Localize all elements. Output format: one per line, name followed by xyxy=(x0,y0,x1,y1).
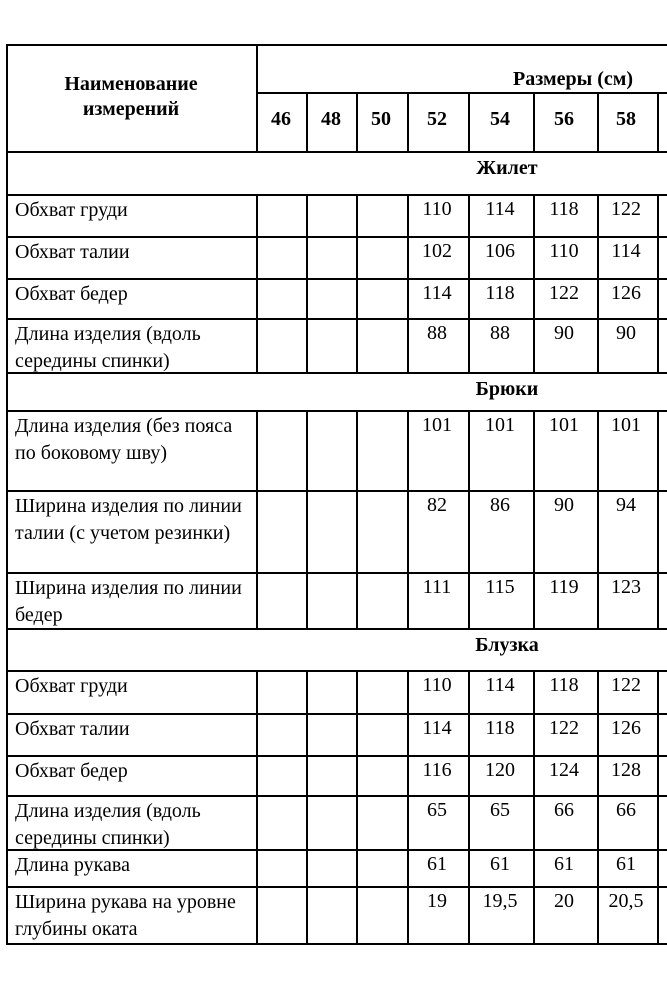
size-column-divider xyxy=(533,92,535,151)
measurement-value: 110 xyxy=(422,198,452,220)
name-column-header: Наименование измерений xyxy=(64,73,198,120)
cell-divider xyxy=(256,886,258,943)
measurement-label: Длина рукава xyxy=(15,854,130,876)
cell-divider xyxy=(356,755,358,795)
measurement-value: 126 xyxy=(611,717,641,739)
size-column-divider xyxy=(407,92,409,151)
measurement-value: 120 xyxy=(485,759,515,781)
cell-divider xyxy=(407,670,409,713)
cell-divider xyxy=(533,572,535,628)
cell-divider xyxy=(407,278,409,318)
measurement-value: 126 xyxy=(611,282,641,304)
measurement-value: 123 xyxy=(611,576,641,598)
measurement-value: 19,5 xyxy=(482,890,518,912)
measurement-value: 90 xyxy=(554,322,574,344)
size-column-divider xyxy=(468,92,470,151)
cell-divider xyxy=(306,795,308,849)
measurement-value: 118 xyxy=(549,198,579,220)
cell-divider xyxy=(306,886,308,943)
cell-divider xyxy=(306,670,308,713)
cell-divider xyxy=(597,849,599,886)
cell-divider xyxy=(533,670,535,713)
cell-divider xyxy=(597,572,599,628)
section-title: Брюки xyxy=(475,378,539,400)
cell-divider xyxy=(407,236,409,278)
cell-divider xyxy=(597,490,599,572)
cell-divider xyxy=(468,278,470,318)
cell-divider xyxy=(533,849,535,886)
measurement-value: 114 xyxy=(485,674,515,696)
measurement-value: 66 xyxy=(554,799,574,821)
cell-divider xyxy=(256,490,258,572)
cell-divider xyxy=(657,849,659,886)
measurement-value: 122 xyxy=(549,282,579,304)
sizes-header: Размеры (см) xyxy=(513,68,634,90)
measurement-value: 128 xyxy=(611,759,641,781)
cell-divider xyxy=(597,278,599,318)
cell-divider xyxy=(597,886,599,943)
size-label: 48 xyxy=(321,108,341,130)
measurement-value: 101 xyxy=(422,414,452,436)
cell-divider xyxy=(533,755,535,795)
size-label: 52 xyxy=(427,108,447,130)
measurement-value: 114 xyxy=(485,198,515,220)
cell-divider xyxy=(468,318,470,372)
measurement-label: Обхват талии xyxy=(15,241,130,263)
cell-divider xyxy=(407,490,409,572)
cell-divider xyxy=(356,236,358,278)
measurement-label: Длина изделия (вдоль середины спинки) xyxy=(15,323,201,372)
cell-divider xyxy=(597,194,599,236)
measurement-value: 111 xyxy=(422,576,452,598)
cell-divider xyxy=(407,318,409,372)
cell-divider xyxy=(468,849,470,886)
cell-divider xyxy=(256,194,258,236)
measurement-label: Длина изделия (без пояса по боковому шву) xyxy=(15,415,233,464)
cell-divider xyxy=(597,670,599,713)
measurement-label: Обхват бедер xyxy=(15,283,128,305)
section-title: Блузка xyxy=(475,634,539,656)
cell-divider xyxy=(597,713,599,755)
measurement-value: 61 xyxy=(554,853,574,875)
measurement-value: 90 xyxy=(554,494,574,516)
cell-divider xyxy=(256,278,258,318)
cell-divider xyxy=(306,572,308,628)
cell-divider xyxy=(256,670,258,713)
measurement-value: 118 xyxy=(485,282,515,304)
cell-divider xyxy=(597,755,599,795)
table-left-border xyxy=(6,44,8,943)
measurement-value: 86 xyxy=(490,494,510,516)
cell-divider xyxy=(597,318,599,372)
measurement-label: Ширина рукава на уровне глубины оката xyxy=(15,891,236,940)
measurement-label: Обхват груди xyxy=(15,199,128,221)
cell-divider xyxy=(657,886,659,943)
size-column-divider xyxy=(356,92,358,151)
cell-divider xyxy=(356,278,358,318)
cell-divider xyxy=(356,490,358,572)
cell-divider xyxy=(306,278,308,318)
size-label: 58 xyxy=(616,108,636,130)
cell-divider xyxy=(468,755,470,795)
measurement-label: Обхват талии xyxy=(15,718,130,740)
measurement-value: 94 xyxy=(616,494,636,516)
cell-divider xyxy=(657,194,659,236)
cell-divider xyxy=(657,278,659,318)
cell-divider xyxy=(468,410,470,490)
size-column-divider xyxy=(306,92,308,151)
cell-divider xyxy=(407,849,409,886)
cell-divider xyxy=(468,572,470,628)
measurement-label: Длина изделия (вдоль середины спинки) xyxy=(15,800,201,849)
measurement-value: 106 xyxy=(485,240,515,262)
size-label: 46 xyxy=(271,108,291,130)
measurement-value: 20,5 xyxy=(608,890,644,912)
measurement-value: 65 xyxy=(490,799,510,821)
measurement-value: 61 xyxy=(616,853,636,875)
measurement-value: 66 xyxy=(616,799,636,821)
size-label: 54 xyxy=(490,108,510,130)
cell-divider xyxy=(407,572,409,628)
measurement-value: 114 xyxy=(422,717,452,739)
cell-divider xyxy=(533,318,535,372)
cell-divider xyxy=(256,410,258,490)
cell-divider xyxy=(533,886,535,943)
cell-divider xyxy=(356,410,358,490)
sizes-header-divider xyxy=(256,92,667,94)
cell-divider xyxy=(407,194,409,236)
cell-divider xyxy=(356,670,358,713)
measurement-value: 101 xyxy=(549,414,579,436)
measurement-value: 114 xyxy=(611,240,641,262)
cell-divider xyxy=(597,236,599,278)
measurement-value: 19 xyxy=(427,890,447,912)
cell-divider xyxy=(306,194,308,236)
cell-divider xyxy=(306,849,308,886)
measurement-value: 61 xyxy=(490,853,510,875)
cell-divider xyxy=(657,490,659,572)
measurement-value: 90 xyxy=(616,322,636,344)
cell-divider xyxy=(407,886,409,943)
name-column-divider xyxy=(256,44,258,151)
cell-divider xyxy=(407,755,409,795)
cell-divider xyxy=(657,713,659,755)
cell-divider xyxy=(533,795,535,849)
measurement-value: 122 xyxy=(549,717,579,739)
cell-divider xyxy=(468,713,470,755)
cell-divider xyxy=(306,713,308,755)
cell-divider xyxy=(533,410,535,490)
cell-divider xyxy=(597,795,599,849)
measurement-value: 88 xyxy=(427,322,447,344)
cell-divider xyxy=(533,713,535,755)
cell-divider xyxy=(256,849,258,886)
cell-divider xyxy=(468,194,470,236)
cell-divider xyxy=(306,490,308,572)
cell-divider xyxy=(356,886,358,943)
header-bottom-border xyxy=(6,151,667,153)
measurement-label: Ширина изделия по линии талии (с учетом резинки) xyxy=(15,495,242,544)
measurement-value: 88 xyxy=(490,322,510,344)
cell-divider xyxy=(407,795,409,849)
row-border xyxy=(6,943,667,945)
cell-divider xyxy=(657,670,659,713)
cell-divider xyxy=(468,236,470,278)
measurement-label: Обхват груди xyxy=(15,675,128,697)
cell-divider xyxy=(533,194,535,236)
cell-divider xyxy=(657,318,659,372)
cell-divider xyxy=(657,236,659,278)
size-column-divider xyxy=(657,92,659,151)
cell-divider xyxy=(256,795,258,849)
cell-divider xyxy=(256,236,258,278)
size-label: 50 xyxy=(371,108,391,130)
measurement-value: 116 xyxy=(422,759,452,781)
measurement-value: 82 xyxy=(427,494,447,516)
cell-divider xyxy=(657,410,659,490)
cell-divider xyxy=(407,713,409,755)
measurement-value: 101 xyxy=(611,414,641,436)
measurement-value: 110 xyxy=(422,674,452,696)
section-title: Жилет xyxy=(476,157,538,179)
cell-divider xyxy=(306,236,308,278)
cell-divider xyxy=(356,713,358,755)
cell-divider xyxy=(407,410,409,490)
size-label: 56 xyxy=(554,108,574,130)
cell-divider xyxy=(256,318,258,372)
measurement-value: 118 xyxy=(549,674,579,696)
measurement-value: 65 xyxy=(427,799,447,821)
cell-divider xyxy=(306,410,308,490)
measurement-value: 124 xyxy=(549,759,579,781)
measurement-value: 115 xyxy=(485,576,515,598)
cell-divider xyxy=(657,795,659,849)
cell-divider xyxy=(256,755,258,795)
measurement-value: 122 xyxy=(611,198,641,220)
measurement-label: Ширина изделия по линии бедер xyxy=(15,577,242,626)
cell-divider xyxy=(356,194,358,236)
measurement-label: Обхват бедер xyxy=(15,760,128,782)
cell-divider xyxy=(306,755,308,795)
table-top-border xyxy=(6,44,667,46)
cell-divider xyxy=(597,410,599,490)
measurement-value: 61 xyxy=(427,853,447,875)
cell-divider xyxy=(657,572,659,628)
measurement-value: 114 xyxy=(422,282,452,304)
measurement-value: 102 xyxy=(422,240,452,262)
cell-divider xyxy=(468,886,470,943)
cell-divider xyxy=(533,278,535,318)
cell-divider xyxy=(356,849,358,886)
size-column-divider xyxy=(597,92,599,151)
cell-divider xyxy=(468,490,470,572)
measurement-value: 101 xyxy=(485,414,515,436)
cell-divider xyxy=(468,670,470,713)
measurement-value: 110 xyxy=(549,240,579,262)
cell-divider xyxy=(533,236,535,278)
cell-divider xyxy=(256,713,258,755)
cell-divider xyxy=(256,572,258,628)
measurement-value: 119 xyxy=(549,576,579,598)
measurement-value: 20 xyxy=(554,890,574,912)
cell-divider xyxy=(468,795,470,849)
cell-divider xyxy=(533,490,535,572)
cell-divider xyxy=(657,755,659,795)
cell-divider xyxy=(306,318,308,372)
measurement-value: 122 xyxy=(611,674,641,696)
cell-divider xyxy=(356,795,358,849)
measurement-value: 118 xyxy=(485,717,515,739)
cell-divider xyxy=(356,572,358,628)
cell-divider xyxy=(356,318,358,372)
